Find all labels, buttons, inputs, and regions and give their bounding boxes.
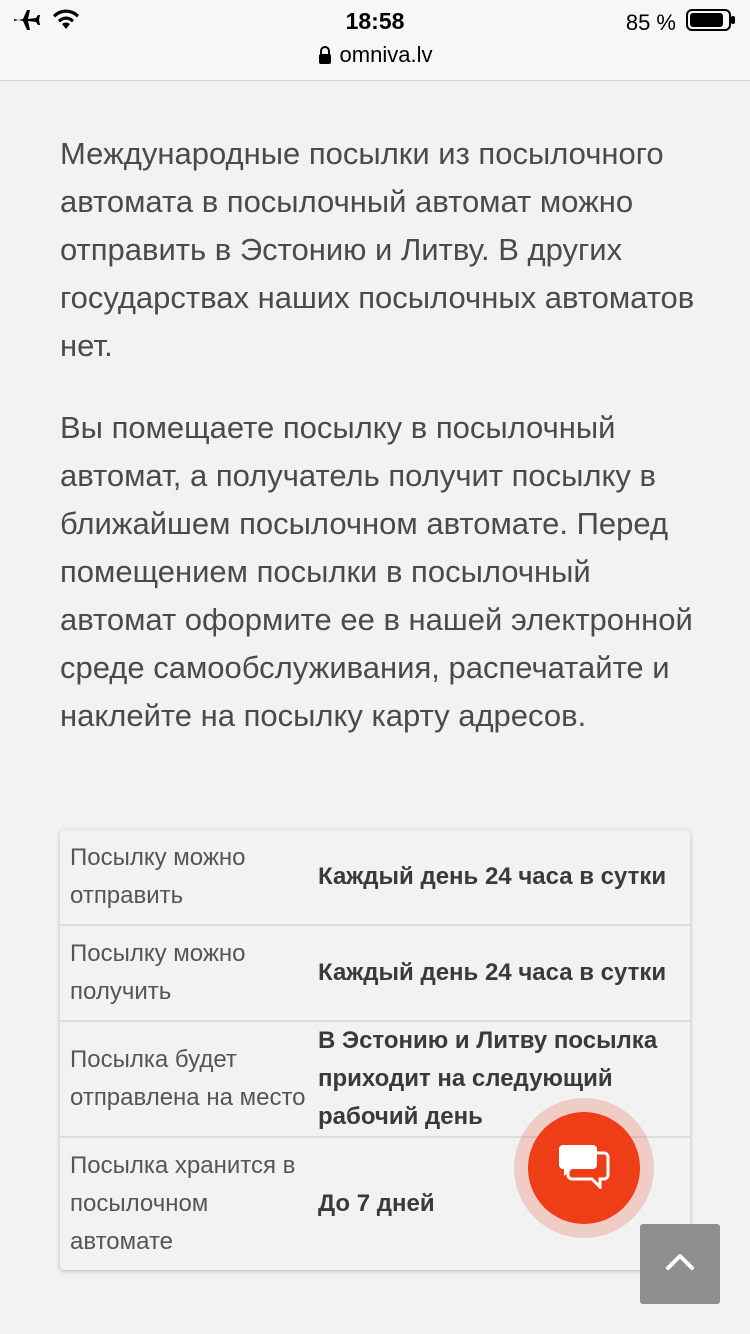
chat-button[interactable] <box>514 1098 654 1238</box>
intro-paragraph: Международные посылки из посылочного автомата в посылочный автомат можно отправить в Эстонию и Литву. В других государствах наших посылочных автоматов нет. <box>60 136 695 363</box>
row-label: Посылка будет отправлена на место <box>70 1046 306 1111</box>
address-bar[interactable] <box>0 42 750 70</box>
status-time: 18:58 <box>345 8 405 34</box>
row-value: До 7 дней <box>318 1190 435 1217</box>
battery-icon <box>686 8 736 38</box>
table-row <box>60 830 690 926</box>
row-label: Посылку можно отправить <box>70 844 246 909</box>
row-value: В Эстонию и Литву посылка приходит на следующий рабочий день <box>318 1027 658 1130</box>
row-value: Каждый день 24 часа в сутки <box>318 959 667 986</box>
battery-percent: 85 % <box>625 10 676 35</box>
lock-icon <box>318 44 332 70</box>
row-label: Посылка хранится в посылочном автомате <box>70 1152 296 1255</box>
row-value: Каждый день 24 часа в сутки <box>318 863 667 890</box>
scroll-to-top-button[interactable] <box>640 1224 720 1304</box>
chat-button-inner[interactable] <box>528 1112 640 1224</box>
instructions-paragraph: Вы помещаете посылку в посылочный автомат, а получатель получит посылку в ближайшем посылочном автомате. Перед помещением посылки в посылочный автомат оформите ее в нашей электронной среде самообслуживания, распечатайте и наклейте на посылку карту адресов. <box>60 410 693 733</box>
main-content <box>60 130 700 774</box>
url-text: omniva.lv <box>339 42 433 67</box>
status-right <box>626 8 736 38</box>
status-bar <box>0 0 750 81</box>
chat-bubbles-icon <box>558 1143 610 1194</box>
table-row <box>60 926 690 1022</box>
chevron-up-icon <box>665 1253 695 1276</box>
row-label: Посылку можно получить <box>70 940 246 1005</box>
